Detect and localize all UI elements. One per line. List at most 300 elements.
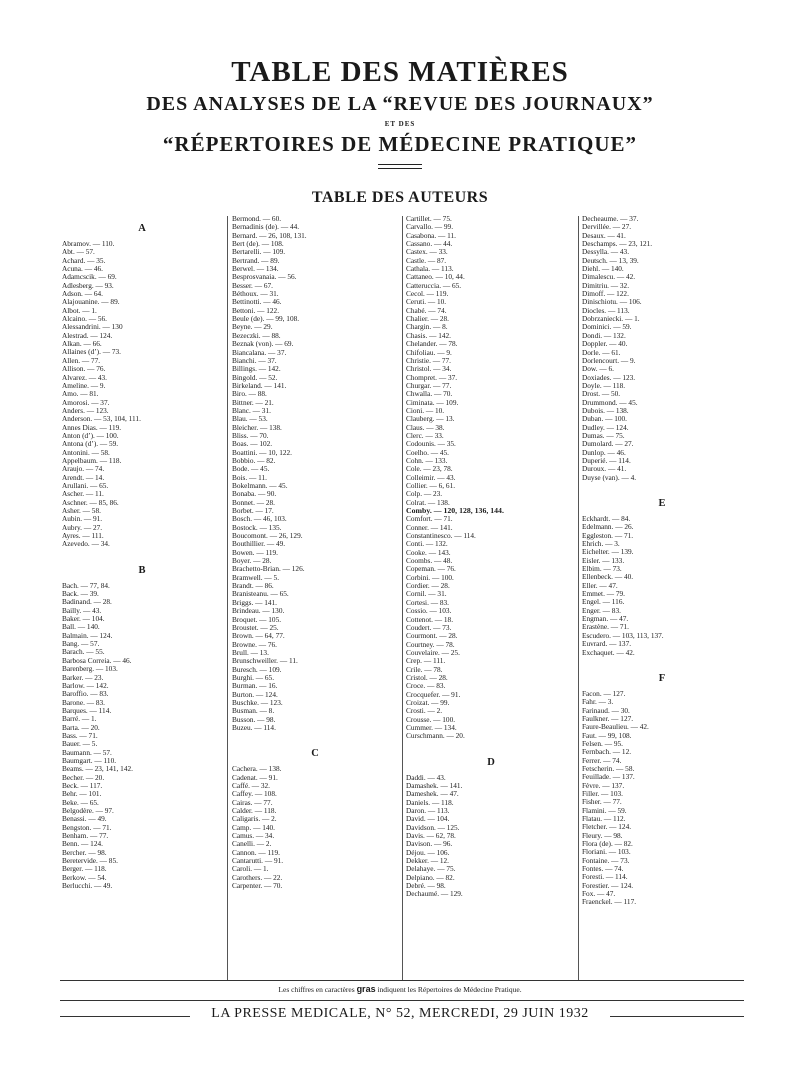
author-entry: Caffey. — 108. <box>232 790 277 799</box>
author-entry: Amo. — 81. <box>62 390 99 399</box>
author-entry: Broquet. — 105. <box>232 615 282 624</box>
author-entry: Ceruti. — 10. <box>406 298 447 307</box>
author-entry: Coelho. — 45. <box>406 448 449 457</box>
letter-heading: F <box>658 672 666 684</box>
author-entry: Eckhardt. — 84. <box>582 515 631 523</box>
author-entry: Crep. — 111. <box>406 657 446 666</box>
author-entry: Adson. — 64. <box>62 290 103 299</box>
author-entry: Asher. — 58. <box>62 507 101 515</box>
author-entry: Camus. — 34. <box>232 832 275 841</box>
author-entry: Bettoni. — 122. <box>232 306 280 315</box>
author-entry: Cantarutti. — 91. <box>232 857 284 866</box>
author-entry: Dessylla. — 43. <box>582 248 630 257</box>
author-entry: Clerc. — 33. <box>406 431 444 440</box>
author-entry: Alajouanine. — 89. <box>62 298 120 307</box>
author-entry: Déjou. — 106. <box>406 848 450 857</box>
author-entry: David. — 104. <box>406 815 450 824</box>
author-entry: Boattini. — 10, 122. <box>232 448 292 457</box>
author-entry: Baumgart. — 110. <box>62 756 117 765</box>
author-entry: Bobbio. — 82. <box>232 456 276 465</box>
author-entry: Alessandrini. — 130 <box>62 323 123 332</box>
author-entry: Caroli. — 1. <box>232 865 269 874</box>
author-entry: Bettinotti. — 46. <box>232 298 282 307</box>
author-entry: Fetscherin. — 58. <box>582 764 635 773</box>
subtitle-conjunction: ET DES <box>384 120 416 128</box>
author-entry: Bingold. — 52. <box>232 373 278 382</box>
author-entry: Borbet. — 17. <box>232 507 274 516</box>
author-entry: Duyse (van). — 4. <box>582 473 637 482</box>
author-entry: Dubois. — 138. <box>582 406 629 415</box>
author-entry: Birkeland. — 141. <box>232 381 287 390</box>
author-entry: Davis. — 62, 78. <box>406 832 456 841</box>
author-entry: Flamini. — 59. <box>582 806 627 815</box>
author-entry: Fernbach. — 12. <box>582 748 632 757</box>
author-entry: Dervillée. — 27. <box>582 223 632 232</box>
author-entry: Anderson. — 53, 104, 111. <box>62 415 141 424</box>
author-entry: Back. — 39. <box>62 590 99 599</box>
author-entry: Doyle. — 118. <box>582 381 626 390</box>
author-entry: Alcaino. — 56. <box>62 315 107 324</box>
author-entry: Billings. — 142. <box>232 365 281 374</box>
author-entry: Belgodère. — 97. <box>62 807 114 815</box>
author-entry: Boucomont. — 26, 129. <box>232 532 303 541</box>
author-entry: Fisher. — 77. <box>582 798 622 807</box>
author-entry: Benassi. — 49. <box>62 815 107 824</box>
author-entry: Deutsch. — 13, 39. <box>582 256 639 265</box>
author-entry: Cooke. — 143. <box>406 548 451 557</box>
author-entry: Acuna. — 46. <box>62 265 103 274</box>
author-entry: Dunlop. — 46. <box>582 448 626 457</box>
author-entry: Bailly. — 43. <box>62 606 102 615</box>
author-entry: Adamcscik. — 69. <box>62 273 117 282</box>
author-entry: Elbim. — 73. <box>582 565 622 574</box>
author-entry: Badinand. — 28. <box>62 598 112 607</box>
author-entry: Eggleston. — 71. <box>582 531 634 540</box>
author-entry: Beretervide. — 85. <box>62 857 118 866</box>
author-entry: Chelander. — 78. <box>406 340 458 349</box>
author-entry: Carvallo. — 99. <box>406 223 454 232</box>
author-entry: Desaux. — 41. <box>582 231 626 240</box>
author-entry: Ciminata. — 109. <box>406 398 459 407</box>
author-entry: Dudley. — 124. <box>582 423 629 432</box>
author-entry: Eisler. — 133. <box>582 556 625 565</box>
author-entry: Codounis. — 35. <box>406 440 456 449</box>
author-entry: Beck. — 117. <box>62 781 103 790</box>
page-title: TABLE DES MATIÈRES <box>231 56 569 88</box>
author-entry: Floriani. — 103. <box>582 848 631 857</box>
author-entry: Crocquefer. — 91. <box>406 690 461 699</box>
footnote-before: Les chiffres en caractères <box>278 985 355 994</box>
author-entry: Cartillet. — 75. <box>406 215 452 223</box>
author-entry: Bernadinis (de). — 44. <box>232 223 300 232</box>
author-entry: Casabona. — 11. <box>406 231 456 240</box>
author-entry: Bonnet. — 28. <box>232 498 275 507</box>
author-entry: Dumas. — 75. <box>582 431 625 440</box>
author-entry: Crousse. — 100. <box>406 715 456 724</box>
author-entry: Dondi. — 132. <box>582 331 626 340</box>
author-entry: Calder. — 118. <box>232 807 277 816</box>
author-entry: Baker. — 104. <box>62 615 105 624</box>
author-entry: Bittner. — 21. <box>232 398 274 407</box>
author-entry: Appelbaum. — 118. <box>62 456 122 465</box>
author-column-4 <box>582 215 742 981</box>
author-entry: Allen. — 77. <box>62 356 101 365</box>
author-entry: Beznak (von). — 69. <box>232 340 294 349</box>
author-entry: Clauberg. — 13. <box>406 415 455 424</box>
author-entry: Chabé. — 74. <box>406 306 447 315</box>
author-entry: Dimitriu. — 32. <box>582 281 630 290</box>
author-entry: Burman. — 16. <box>232 682 278 691</box>
author-entry: Fletcher. — 124. <box>582 823 632 832</box>
author-entry: Aubin. — 91. <box>62 515 103 524</box>
author-entry: Facon. — 127. <box>582 689 626 698</box>
author-entry: Anton (d’). — 100. <box>62 431 119 440</box>
author-entry: Beke. — 65. <box>62 798 99 807</box>
author-entry: Colp. — 23. <box>406 490 443 499</box>
author-entry: Berwel. — 134. <box>232 265 279 274</box>
author-entry: Bliss. — 70. <box>232 431 269 440</box>
author-entry: Aubry. — 27. <box>62 523 103 532</box>
author-entry: Arendt. — 14. <box>62 473 105 482</box>
author-entry: Collier. — 6, 61. <box>406 482 456 490</box>
author-entry: Edelmann. — 26. <box>582 523 634 532</box>
author-entry: Drummond. — 45. <box>582 398 638 407</box>
letter-heading: E <box>658 498 666 509</box>
footnote-after: indiquent les Répertoires de Médecine Pratique. <box>377 985 522 994</box>
author-entry: Cummer. — 134. <box>406 723 457 732</box>
author-entry: Ferrer. — 74. <box>582 756 622 765</box>
author-entry: Cecol. — 119. <box>406 290 449 299</box>
author-entry: Amorosi. — 37. <box>62 398 110 407</box>
author-entry: Buzeu. — 114. <box>232 723 276 732</box>
author-entry: Bonaba. — 90. <box>232 490 277 499</box>
author-entry: Farinaud. — 30. <box>582 706 630 715</box>
author-entry: Berkow. — 54. <box>62 873 107 882</box>
author-entry: Brunschweiller. — 11. <box>232 657 298 666</box>
author-entry: Duroux. — 41. <box>582 465 627 474</box>
author-entry: Bosch. — 46, 103. <box>232 515 287 524</box>
author-entry: Barta. — 20. <box>62 723 100 732</box>
author-entry: Coombs. — 48. <box>406 557 453 566</box>
author-entry: Dorle. — 61. <box>582 348 621 357</box>
author-entry: Diehl. — 140. <box>582 265 624 274</box>
author-entry: Barlow. — 142. <box>62 681 109 690</box>
author-entry: Croce. — 83. <box>406 682 446 691</box>
author-entry: Bokelmann. — 45. <box>232 482 288 490</box>
author-entry: Catteruccia. — 65. <box>406 281 462 290</box>
author-entry: Albot. — 1. <box>62 306 97 315</box>
author-entry: Bass. — 71. <box>62 731 98 740</box>
table-bottom-rule <box>60 980 744 981</box>
author-entry: Antona (d’). — 59. <box>62 440 119 449</box>
author-entry: Dumolard. — 27. <box>582 440 634 449</box>
author-entry: Forestier. — 124. <box>582 881 634 890</box>
author-column-1 <box>62 215 222 981</box>
author-entry: Blau. — 53. <box>232 415 268 424</box>
author-entry: Courmont. — 28. <box>406 632 458 641</box>
author-entry: Castex. — 33. <box>406 248 448 257</box>
author-entry: Fahr. — 3. <box>582 698 614 707</box>
author-entry: Beyne. — 29. <box>232 323 273 332</box>
author-entry: Christie. — 77. <box>406 356 451 365</box>
author-entry: Cassano. — 44. <box>406 240 453 249</box>
author-entry: Dorlencourt. — 9. <box>582 356 636 365</box>
author-entry: Benn. — 124. <box>62 840 103 849</box>
author-entry: Bert (de). — 108. <box>232 240 284 249</box>
author-entry: Alvarez. — 43. <box>62 373 107 382</box>
author-entry: Euvrard. — 137. <box>582 640 632 649</box>
author-entry: Chompret. — 37. <box>406 373 458 382</box>
author-entry: Eichelter. — 139. <box>582 548 634 557</box>
author-entry: Duban. — 100. <box>582 415 627 424</box>
column-divider <box>227 216 228 980</box>
author-entry: Cattaneo. — 10, 44. <box>406 273 465 282</box>
author-entry: Boyer. — 28. <box>232 557 272 566</box>
author-entry: Diocles. — 113. <box>582 306 630 315</box>
author-entry: Buschke. — 123. <box>232 698 283 707</box>
section-gap <box>582 657 742 665</box>
author-entry: Bleicher. — 138. <box>232 423 282 432</box>
author-entry: Cachera. — 138. <box>232 765 282 774</box>
author-entry: Baumann. — 57. <box>62 748 112 757</box>
author-entry: Buresch. — 109. <box>232 665 282 674</box>
author-entry: Engman. — 47. <box>582 615 629 624</box>
author-entry: Chasis. — 142. <box>406 331 451 340</box>
author-entry: Blanc. — 31. <box>232 406 271 415</box>
author-entry: Burghi. — 65. <box>232 673 275 682</box>
author-entry: Duperié. — 114. <box>582 456 631 465</box>
author-entry: Barenberg. — 103. <box>62 665 118 674</box>
author-entry: Brull. — 13. <box>232 648 269 657</box>
author-entry: Felsen. — 95. <box>582 739 623 748</box>
author-entry: Delpiano. — 82. <box>406 873 455 882</box>
author-entry: Bramwell. — 5. <box>232 573 280 582</box>
author-entry: Davidson. — 125. <box>406 823 460 832</box>
author-entry: Annes Dias. — 119. <box>62 423 122 432</box>
author-entry: Drost. — 50. <box>582 390 621 399</box>
author-entry: Barques. — 114. <box>62 706 112 715</box>
author-entry: Feuillade. — 137. <box>582 773 635 782</box>
author-entry: Camp. — 140. <box>232 823 275 832</box>
author-entry: Cole. — 23, 78. <box>406 465 453 474</box>
letter-heading: C <box>311 748 319 760</box>
author-entry: Fèvre. — 137. <box>582 781 625 790</box>
author-entry: Fraenckel. — 117. <box>582 898 637 907</box>
author-entry: Dechaumé. — 129. <box>406 890 463 899</box>
author-entry: Doppler. — 40. <box>582 340 628 349</box>
author-entry: Escudero. — 103, 113, 137. <box>582 631 664 640</box>
author-entry: Briggs. — 141. <box>232 598 277 607</box>
author-entry: Davison. — 96. <box>406 840 453 849</box>
author-entry: Ayres. — 111. <box>62 532 104 541</box>
author-entry: Cannon. — 119. <box>232 848 280 857</box>
author-entry: Behr. — 101. <box>62 790 102 799</box>
author-entry: Branisteanu. — 65. <box>232 590 289 599</box>
page-footer: LA PRESSE MEDICALE, N° 52, MERCREDI, 29 JUIN 1932 <box>211 1006 589 1021</box>
author-entry: Bostock. — 135. <box>232 523 282 532</box>
author-entry: Erastène. — 71. <box>582 623 630 632</box>
author-entry: Bach. — 77, 84. <box>62 581 110 590</box>
author-entry: Claus. — 38. <box>406 423 445 432</box>
author-entry: Crosti. — 2. <box>406 707 443 716</box>
author-entry: Allison. — 76. <box>62 365 106 374</box>
author-entry: Daddi. — 43. <box>406 773 446 782</box>
author-entry: Cristol. — 28. <box>406 673 448 682</box>
author-entry: Exchaquet. — 42. <box>582 648 635 657</box>
title-rule-bottom <box>378 168 422 169</box>
author-entry: Brown. — 64, 77. <box>232 632 285 641</box>
page-subtitle-2: “RÉPERTOIRES DE MÉDECINE PRATIQUE” <box>162 132 638 156</box>
author-entry: Conner. — 141. <box>406 523 453 532</box>
author-entry: Azevedo. — 34. <box>62 540 110 549</box>
author-entry: Coudert. — 73. <box>406 623 452 632</box>
author-entry: Delahaye. — 75. <box>406 865 456 874</box>
author-entry: Croizat. — 99. <box>406 698 450 707</box>
author-entry: Colrat. — 138. <box>406 498 450 507</box>
author-entry: Allaines (d’). — 73. <box>62 348 121 357</box>
author-entry: Bezeczki. — 88. <box>232 331 281 340</box>
author-entry: Cairas. — 77. <box>232 798 273 807</box>
author-entry: Courtney. — 78. <box>406 640 455 649</box>
author-entry: Canelli. — 2. <box>232 840 272 849</box>
author-entry: Brindeau. — 130. <box>232 607 285 616</box>
author-entry: Churgar. — 77. <box>406 381 452 390</box>
author-entry: Chalier. — 28. <box>406 315 449 324</box>
author-entry: Bauer. — 5. <box>62 740 98 749</box>
author-entry: Benham. — 77. <box>62 832 109 841</box>
author-entry: Béthoux. — 31. <box>232 290 279 299</box>
footnote-emphasis: gras <box>356 984 376 994</box>
author-entry: Cottenot. — 18. <box>406 615 454 624</box>
author-entry: Burton. — 124. <box>232 690 278 699</box>
author-entry: Bercher. — 98. <box>62 848 107 857</box>
author-entry: Dominici. — 59. <box>582 323 632 332</box>
author-entry: Beams. — 23, 141, 142. <box>62 765 133 774</box>
author-entry: Browne. — 76. <box>232 640 277 649</box>
author-entry: Bowen. — 119. <box>232 548 278 557</box>
author-entry: Castle. — 87. <box>406 256 447 265</box>
author-entry: Ehrich. — 3. <box>582 540 620 549</box>
author-entry: Achard. — 35. <box>62 256 106 265</box>
letter-heading: B <box>138 564 146 576</box>
author-entry: Cathala. — 113. <box>406 265 454 274</box>
author-entry: Emmet. — 79. <box>582 590 625 599</box>
author-entry: Engel. — 116. <box>582 598 625 607</box>
author-entry: Brachetto-Brian. — 126. <box>232 565 305 574</box>
author-column-3 <box>406 215 576 981</box>
author-entry: Biro. — 88. <box>232 390 267 399</box>
author-entry: Dinischiotu. — 106. <box>582 298 642 307</box>
author-entry: Cordier. — 28. <box>406 582 450 591</box>
author-entry: Berger. — 118. <box>62 865 107 874</box>
author-entry: Biancalana. — 37. <box>232 348 287 357</box>
footnote <box>0 984 800 994</box>
author-entry: Bois. — 11. <box>232 473 268 482</box>
author-entry: Flora (de). — 82. <box>582 840 633 849</box>
author-entry: Abt. — 57. <box>62 248 95 257</box>
author-entry: Barker. — 23. <box>62 673 104 682</box>
author-entry: Brandt. — 86. <box>232 582 274 591</box>
author-entry: Fontes. — 74. <box>582 865 624 874</box>
author-entry: Alkan. — 66. <box>62 340 102 349</box>
author-entry: Colleimir. — 43. <box>406 473 456 482</box>
author-entry: Carpenter. — 70. <box>232 882 283 891</box>
author-entry: Deschamps. — 23, 121. <box>582 240 653 249</box>
author-entry: Copeman. — 76. <box>406 565 456 574</box>
author-entry: Daniels. — 118. <box>406 798 454 807</box>
author-entry: Bode. — 45. <box>232 465 270 474</box>
author-entry: Barbosa Correia. — 46. <box>62 656 132 665</box>
author-entry: Dow. — 6. <box>582 365 614 374</box>
author-entry: Arullani. — 65. <box>62 481 109 490</box>
author-entry: Comfort. — 71. <box>406 515 453 524</box>
column-divider <box>402 216 403 980</box>
author-entry: Broustet. — 25. <box>232 623 279 632</box>
author-entry: Damashek. — 141. <box>406 782 463 790</box>
author-entry: Flatau. — 112. <box>582 815 626 823</box>
author-entry: Bertrand. — 89. <box>232 256 280 265</box>
author-entry: Aschner. — 85, 86. <box>62 498 119 507</box>
author-entry: Bernard. — 26, 108, 131. <box>232 231 307 240</box>
author-entry: Constantinesco. — 114. <box>406 532 476 541</box>
author-entry: Busson. — 98. <box>232 715 276 724</box>
author-entry: Corbini. — 100. <box>406 573 454 582</box>
author-entry: Faure-Beaulieu. — 42. <box>582 723 649 732</box>
author-entry-repertoire: Comby. — 120, 128, 136, 144. <box>406 507 504 516</box>
author-entry: Barré. — 1. <box>62 715 97 724</box>
author-entry: Bengston. — 71. <box>62 823 112 832</box>
author-entry: Balmain. — 124. <box>62 631 113 640</box>
author-entry: Antonini. — 58. <box>62 448 110 457</box>
author-entry: Cadenat. — 91. <box>232 773 278 782</box>
column-divider <box>578 216 579 980</box>
author-entry: Foresti. — 114. <box>582 873 628 882</box>
author-entry: Fontaine. — 73. <box>582 856 630 865</box>
author-entry: Chwalla. — 70. <box>406 390 453 399</box>
page-subtitle: DES ANALYSES DE LA “REVUE DES JOURNAUX” <box>146 93 654 115</box>
author-entry: Filler. — 103. <box>582 789 623 798</box>
author-entry: Caligaris. — 2. <box>232 815 277 824</box>
author-entry: Besser. — 67. <box>232 281 273 290</box>
letter-heading: D <box>487 756 495 768</box>
author-entry: Cossio. — 103. <box>406 607 452 616</box>
footer-rule <box>60 1000 744 1001</box>
author-entry: Christol. — 34. <box>406 365 452 374</box>
author-entry: Cioni. — 10. <box>406 406 445 415</box>
author-entry: Caffé. — 32. <box>232 782 270 790</box>
author-entry: Fox. — 47. <box>582 890 616 899</box>
author-entry: Dimalescu. — 42. <box>582 273 636 282</box>
author-entry: Curschmann. — 20. <box>406 732 465 741</box>
author-entry: Busman. — 8. <box>232 707 275 716</box>
author-entry: Barone. — 83. <box>62 698 105 707</box>
author-entry: Enger. — 83. <box>582 606 621 615</box>
author-entry: Anders. — 123. <box>62 406 109 415</box>
author-entry: Bermond. — 60. <box>232 215 282 223</box>
author-entry: Debré. — 98. <box>406 882 446 891</box>
author-entry: Dimoff. — 122. <box>582 290 629 299</box>
author-entry: Berlucchi. — 49. <box>62 882 113 891</box>
author-entry: Faulkner. — 127. <box>582 714 634 723</box>
author-entry: Bang. — 57. <box>62 640 100 649</box>
title-rule-top <box>378 164 422 165</box>
letter-heading: A <box>138 223 146 234</box>
author-entry: Besprosvanaia. — 56. <box>232 273 297 282</box>
author-entry: Becher. — 20. <box>62 773 105 782</box>
author-entry: Araujo. — 74. <box>62 465 105 474</box>
author-entry: Ascher. — 11. <box>62 490 104 499</box>
author-entry: Faut. — 99, 108. <box>582 731 632 740</box>
